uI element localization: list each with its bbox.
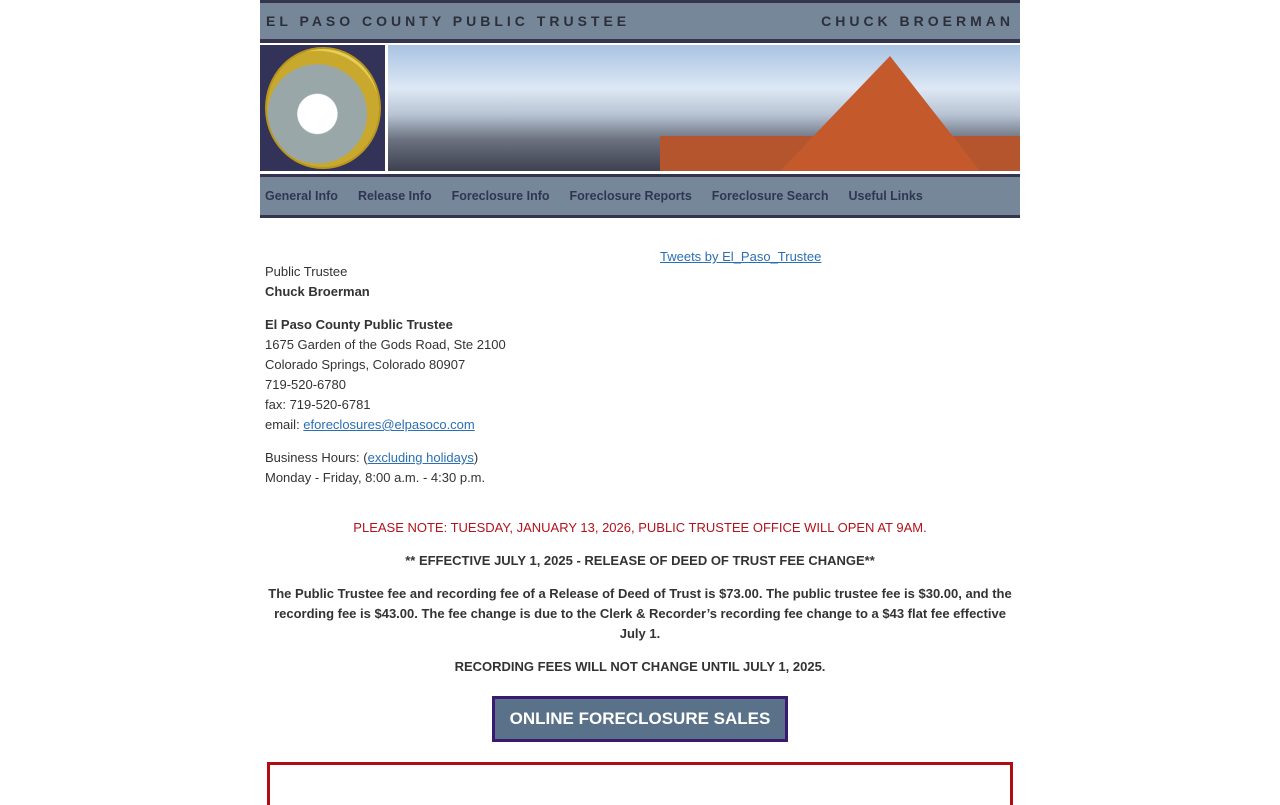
fax: fax: 719-520-6781 xyxy=(265,397,371,412)
alert-box xyxy=(267,762,1013,805)
email-link[interactable]: eforeclosures@elpasoco.com xyxy=(303,417,475,432)
eagle-seal-icon xyxy=(265,47,381,169)
nav-foreclosure-search[interactable]: Foreclosure Search xyxy=(711,189,829,203)
nav-useful-links[interactable]: Useful Links xyxy=(848,189,923,203)
main-nav xyxy=(260,174,1020,218)
header-bar xyxy=(260,0,1020,43)
page xyxy=(260,0,1020,805)
role: Public Trustee xyxy=(265,264,348,279)
online-foreclosure-sales-button[interactable]: ONLINE FORECLOSURE SALES xyxy=(492,696,789,742)
hours-paren: ) xyxy=(473,450,479,465)
nav-general-info[interactable]: General Info xyxy=(265,189,338,203)
office-hours-notice: PLEASE NOTE: TUESDAY, JANUARY 13, 2026, PUBLIC TRUSTEE OFFICE WILL OPEN AT 9AM. xyxy=(353,520,927,535)
business-hours: Monday - Friday, 8:00 a.m. - 4:30 p.m. xyxy=(265,470,486,485)
garden-of-the-gods-photo xyxy=(388,45,1020,171)
recording-fee-notice: RECORDING FEES WILL NOT CHANGE UNTIL JULY 1, 2025. xyxy=(454,659,826,674)
nav-foreclosure-reports[interactable]: Foreclosure Reports xyxy=(569,189,692,203)
trustee-name: CHUCK BROERMAN xyxy=(821,13,1014,29)
fee-change-details: The Public Trustee fee and recording fee of a Release of Deed of Trust is $73.00. The public trustee fee is $30.00, and the recording fee is $43.00. The fee change is due to the Clerk & Recorder’s recording fee change to a $43 flat fee effective July 1. xyxy=(268,586,1012,641)
address-line2: Colorado Springs, Colorado 80907 xyxy=(265,357,466,372)
email-label: email: xyxy=(265,417,304,432)
fee-change-heading: ** EFFECTIVE JULY 1, 2025 - RELEASE OF DEED OF TRUST FEE CHANGE** xyxy=(405,553,875,568)
phone: 719-520-6780 xyxy=(265,377,346,392)
notices xyxy=(260,518,1020,742)
office-name: El Paso County Public Trustee xyxy=(265,317,453,332)
nav-release-info[interactable]: Release Info xyxy=(357,189,432,203)
address-line1: 1675 Garden of the Gods Road, Ste 2100 xyxy=(265,337,506,352)
trustee-full-name: Chuck Broerman xyxy=(265,284,370,299)
contact-section xyxy=(260,218,1020,518)
hours-label: Business Hours: ( xyxy=(265,450,368,465)
site-title: EL PASO COUNTY PUBLIC TRUSTEE xyxy=(266,13,631,29)
county-seal-logo xyxy=(260,45,385,171)
banner xyxy=(260,45,1020,171)
twitter-feed-link[interactable]: Tweets by El_Paso_Trustee xyxy=(660,249,822,264)
nav-foreclosure-info[interactable]: Foreclosure Info xyxy=(451,189,550,203)
holidays-link[interactable]: excluding holidays xyxy=(367,450,474,465)
